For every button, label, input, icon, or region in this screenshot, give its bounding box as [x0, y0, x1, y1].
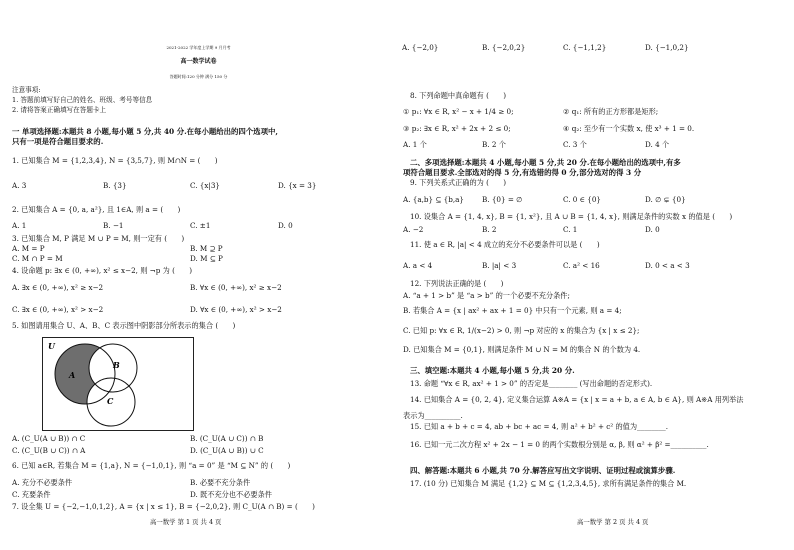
option: A. 1 个 [403, 140, 427, 149]
question-7: 7. 设全集 U = {−2,−1,0,1,2}, A = {x | x ≤ 1}, B = {−2,0,2}, 则 C_U(A ∩ B) = ( ) [12, 502, 315, 511]
option: A. 1 [12, 221, 27, 230]
statement: ④ q₂: 至少有一个实数 x, 使 x³ + 1 = 0. [563, 124, 695, 133]
option: B. 2 个 [482, 140, 506, 149]
option: B. (C_U(A ∪ C)) ∩ B [190, 434, 264, 443]
exam-header: 2021-2022 学年度上学期 9 月月考 [166, 45, 231, 50]
question-12: 12. 下列说法正确的是 ( ) [410, 279, 504, 288]
question-2: 2. 已知集合 A = {0, a, a²}, 且 1∈A, 则 a = ( ) [12, 205, 181, 214]
page-footer: 高一数学 第 2 页 共 4 页 [577, 518, 649, 526]
option: A. ∃x ∈ (0, +∞), x² ≥ x−2 [12, 283, 104, 292]
option: D. 0 < a < 3 [645, 261, 690, 270]
exam-time: 答题时间:120 分钟 满分 150 分 [169, 74, 228, 79]
notice-title: 注意事项: [12, 86, 41, 94]
option: B. 2 [482, 225, 497, 234]
option: A. −2 [403, 225, 424, 234]
question-13: 13. 命题 “∀x ∈ R, ax² + 1 > 0” 的否定是________ (写出命题的否定形式). [410, 379, 653, 388]
option: B. M ⊇ P [190, 244, 223, 253]
notice-item: 2. 请将答案正确填写在答题卡上 [12, 106, 107, 114]
option: B. {−2,0,2} [482, 43, 526, 52]
option: C. 充要条件 [12, 490, 51, 499]
option: D. 0 [278, 221, 293, 230]
option: B. 必要不充分条件 [190, 478, 251, 487]
option: D. 既不充分也不必要条件 [190, 490, 272, 499]
statement: ③ p₂: ∃x ∈ R, x² + 2x + 2 ≤ 0; [403, 124, 511, 133]
option: B. −1 [103, 221, 124, 230]
venn-label-b: B [113, 360, 120, 370]
question-14: 14. 已知集合 A = {0, 2, 4}, 定义集合运算 A※A = {x | x = a + b, a ∈ A, b ∈ A}, 则 A※A 用列举法 [410, 395, 744, 404]
question-14-cont: 表示为__________. [403, 411, 463, 420]
question-15: 15. 已知 a + b + c = 4, ab + bc + ac = 4, 则 a² + b² + c² 的值为________. [410, 422, 669, 431]
section-heading: 一 单项选择题:本题共 8 小题,每小题 5 分,共 40 分.在每小题给出的四个选项中, [12, 127, 278, 136]
section-heading: 项符合题目要求.全部选对的得 5 分,有选错的得 0 分,部分选对的得 3 分 [403, 168, 642, 177]
question-1: 1. 已知集合 M = {1,2,3,4}, N = {3,5,7}, 则 M∩N = ( ) [12, 156, 218, 165]
statement: ① p₁: ∀x ∈ R, x² − x + 1/4 ≥ 0; [403, 107, 514, 116]
option: B. ∀x ∈ (0, +∞), x² ≥ x−2 [190, 283, 282, 292]
option: D. 4 个 [645, 140, 670, 149]
section-heading: 三、填空题:本题共 4 小题,每小题 5 分,共 20 分. [410, 366, 575, 375]
option: A. M = P [12, 244, 45, 253]
section-heading: 二、多项选择题:本题共 4 小题,每小题 5 分,共 20 分.在每小题给出的选项中,有多 [410, 158, 681, 167]
option: D. ∅ ⊊ {0} [645, 195, 686, 204]
option: A. 3 [12, 181, 27, 190]
venn-diagram [42, 337, 194, 431]
option: D. 0 [645, 225, 660, 234]
option: C. ±1 [190, 221, 211, 230]
option: A. a < 4 [403, 261, 433, 270]
option: C. ∃x ∈ (0, +∞), x² > x−2 [12, 305, 104, 314]
question-9: 9. 下列关系式正确的为 ( ) [410, 178, 507, 187]
option: C. a² < 16 [563, 261, 600, 270]
venn-label-a: A [69, 370, 76, 380]
statement: C. 已知 p: ∀x ∈ R, 1/(x−2) > 0, 则 ¬p 对应的 x 的集合为 {x | x ≤ 2}; [403, 326, 640, 335]
question-6: 6. 已知 a∈R, 若集合 M = {1,a}, N = {−1,0,1}, 则 “a = 0” 是 “M ⊆ N” 的 ( ) [12, 461, 291, 470]
option: C. 0 ∈ {0} [563, 195, 601, 204]
option: B. {0} = ∅ [482, 195, 523, 204]
option: B. |a| < 3 [482, 261, 517, 270]
option: A. {a,b} ⊆ {b,a} [403, 195, 464, 204]
option: C. 3 个 [563, 140, 587, 149]
notice-item: 1. 答题前填写好自己的姓名、班级、考号等信息 [12, 96, 153, 104]
statement: A. “a + 1 > b” 是 “a > b” 的一个必要不充分条件; [403, 291, 570, 300]
question-10: 10. 设集合 A = {1, 4, x}, B = {1, x²}, 且 A ∪ B = {1, 4, x}, 则满足条件的实数 x 的值是 ( ) [410, 212, 733, 221]
section-heading: 四、解答题:本题共 6 小题,共 70 分.解答应写出文字说明、证明过程或演算步骤. [410, 466, 676, 475]
option: D. ∀x ∈ (0, +∞), x² > x−2 [190, 305, 282, 314]
option: B. {3} [103, 181, 127, 190]
venn-svg [43, 338, 193, 430]
option: C. (C_U(B ∪ C)) ∩ A [12, 446, 86, 455]
question-11: 11. 使 a ∈ R, |a| < 4 成立的充分不必要条件可以是 ( ) [410, 240, 600, 249]
statement: D. 已知集合 M = {0,1}, 则满足条件 M ∪ N = M 的集合 N 的个数为 4. [403, 345, 641, 354]
question-5: 5. 如图请用集合 U、A、B、C 表示图中阴影部分所表示的集合 ( ) [12, 321, 236, 330]
question-4: 4. 设命题 p: ∃x ∈ (0, +∞), x² ≤ x−2, 则 ¬p 为 ( ) [12, 266, 193, 275]
option: D. {x = 3} [278, 181, 317, 190]
option: C. 1 [563, 225, 578, 234]
page-right [397, 0, 794, 550]
option: D. {−1,0,2} [645, 43, 689, 52]
option: C. {x|3} [190, 181, 221, 190]
question-8: 8. 下列命题中真命题有 ( ) [410, 91, 507, 100]
statement: B. 若集合 A = {x | ax² + ax + 1 = 0} 中只有一个元素, 则 a = 4; [403, 306, 622, 315]
option: D. (C_U(A ∪ B)) ∪ C [190, 446, 264, 455]
question-17: 17. (10 分) 已知集合 M 满足 {1,2} ⊆ M ⊆ {1,2,3,4,5}, 求所有满足条件的集合 M. [410, 479, 687, 488]
question-3: 3. 已知集合 M, P 满足 M ∪ P = M, 则一定有 ( ) [12, 234, 185, 243]
page-title: 高一数学试卷 [180, 58, 217, 65]
option: C. {−1,1,2} [563, 43, 607, 52]
venn-label-c: C [107, 396, 114, 406]
option: C. M ∩ P = M [12, 254, 63, 263]
option: D. M ⊆ P [190, 254, 223, 263]
statement: ② q₁: 所有的正方形都是矩形; [563, 107, 659, 116]
option: A. {−2,0} [402, 43, 439, 52]
question-16: 16. 已知一元二次方程 x² + 2x − 1 = 0 的两个实数根分别是 α, β, 则 α² + β² =__________. [410, 440, 709, 449]
option: A. (C_U(A ∪ B)) ∩ C [12, 434, 86, 443]
section-heading: 只有一项是符合题目要求的. [12, 137, 104, 146]
venn-label-u: U [48, 341, 55, 351]
page-footer: 高一数学 第 1 页 共 4 页 [150, 518, 222, 526]
option: A. 充分不必要条件 [12, 478, 73, 487]
